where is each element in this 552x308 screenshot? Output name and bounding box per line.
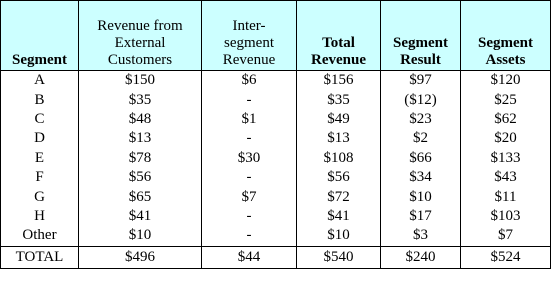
table-row — [1, 207, 551, 226]
table-total-row — [1, 246, 551, 268]
table-row — [1, 90, 551, 109]
cell-segment-assets: $133 — [461, 149, 551, 168]
header-line: Inter- — [232, 18, 266, 34]
cell-external-revenue: $65 — [79, 187, 202, 206]
cell-segment-result: $23 — [381, 110, 461, 129]
total-cell-external-revenue: $496 — [79, 246, 202, 268]
total-cell-total-revenue: $540 — [297, 246, 381, 268]
cell-intersegment-revenue: $1 — [202, 110, 297, 129]
table-row — [1, 110, 551, 129]
cell-total-revenue: $72 — [297, 187, 381, 206]
cell-segment: D — [1, 129, 79, 148]
cell-segment-assets: $103 — [461, 207, 551, 226]
table-row — [1, 168, 551, 187]
cell-segment-result: $66 — [381, 149, 461, 168]
header-line: Assets — [485, 52, 526, 68]
cell-total-revenue: $156 — [297, 71, 381, 91]
cell-external-revenue: $56 — [79, 168, 202, 187]
header-line: Segment — [393, 35, 448, 51]
cell-intersegment-revenue: $30 — [202, 149, 297, 168]
total-cell-segment-assets: $524 — [461, 246, 551, 268]
cell-segment: E — [1, 149, 79, 168]
cell-segment-result: $34 — [381, 168, 461, 187]
column-header-segment — [1, 1, 79, 71]
cell-external-revenue: $41 — [79, 207, 202, 226]
column-header-total-revenue — [297, 1, 381, 71]
cell-total-revenue: $108 — [297, 149, 381, 168]
cell-segment-assets: $120 — [461, 71, 551, 91]
cell-segment-assets: $62 — [461, 110, 551, 129]
cell-segment: F — [1, 168, 79, 187]
cell-intersegment-revenue: - — [202, 90, 297, 109]
cell-external-revenue: $35 — [79, 90, 202, 109]
column-header-intersegment-revenue — [202, 1, 297, 71]
table-row — [1, 129, 551, 148]
cell-external-revenue: $78 — [79, 149, 202, 168]
cell-intersegment-revenue: - — [202, 129, 297, 148]
total-cell-intersegment-revenue: $44 — [202, 246, 297, 268]
cell-segment-result: $10 — [381, 187, 461, 206]
cell-intersegment-revenue: - — [202, 207, 297, 226]
cell-segment-result: ($12) — [381, 90, 461, 109]
cell-total-revenue: $13 — [297, 129, 381, 148]
table-row — [1, 226, 551, 246]
table-body — [1, 71, 551, 247]
cell-segment: H — [1, 207, 79, 226]
cell-segment: A — [1, 71, 79, 91]
cell-segment-assets: $11 — [461, 187, 551, 206]
column-header-segment-assets — [461, 1, 551, 71]
header-line: Total — [322, 35, 355, 51]
header-line: segment — [224, 35, 274, 51]
cell-segment-assets: $20 — [461, 129, 551, 148]
cell-intersegment-revenue: - — [202, 226, 297, 246]
total-cell-segment-result: $240 — [381, 246, 461, 268]
cell-segment: C — [1, 110, 79, 129]
table-row — [1, 187, 551, 206]
cell-external-revenue: $10 — [79, 226, 202, 246]
cell-total-revenue: $35 — [297, 90, 381, 109]
cell-intersegment-revenue: $7 — [202, 187, 297, 206]
cell-segment-assets: $25 — [461, 90, 551, 109]
cell-segment-result: $17 — [381, 207, 461, 226]
header-line: Revenue — [311, 52, 366, 68]
cell-total-revenue: $49 — [297, 110, 381, 129]
table-row — [1, 71, 551, 91]
header-line: Revenue — [222, 52, 276, 68]
cell-external-revenue: $13 — [79, 129, 202, 148]
cell-external-revenue: $48 — [79, 110, 202, 129]
column-header-segment-result — [381, 1, 461, 71]
cell-total-revenue: $41 — [297, 207, 381, 226]
cell-segment-result: $97 — [381, 71, 461, 91]
cell-segment: Other — [1, 226, 79, 246]
cell-intersegment-revenue: $6 — [202, 71, 297, 91]
cell-intersegment-revenue: - — [202, 168, 297, 187]
cell-external-revenue: $150 — [79, 71, 202, 91]
cell-segment-result: $3 — [381, 226, 461, 246]
cell-segment-assets: $43 — [461, 168, 551, 187]
total-cell-segment: TOTAL — [1, 246, 79, 268]
header-line: Segment — [12, 52, 67, 68]
table-row — [1, 149, 551, 168]
table-header-row — [1, 1, 551, 71]
cell-segment: B — [1, 90, 79, 109]
cell-total-revenue: $10 — [297, 226, 381, 246]
header-line: Segment — [478, 35, 533, 51]
cell-segment-result: $2 — [381, 129, 461, 148]
column-header-external-revenue — [79, 1, 202, 71]
cell-total-revenue: $56 — [297, 168, 381, 187]
header-line: Customers — [107, 52, 173, 68]
header-line: Revenue from — [97, 18, 183, 34]
header-line: External — [114, 35, 166, 51]
header-line: Result — [400, 52, 441, 68]
cell-segment-assets: $7 — [461, 226, 551, 246]
cell-segment: G — [1, 187, 79, 206]
